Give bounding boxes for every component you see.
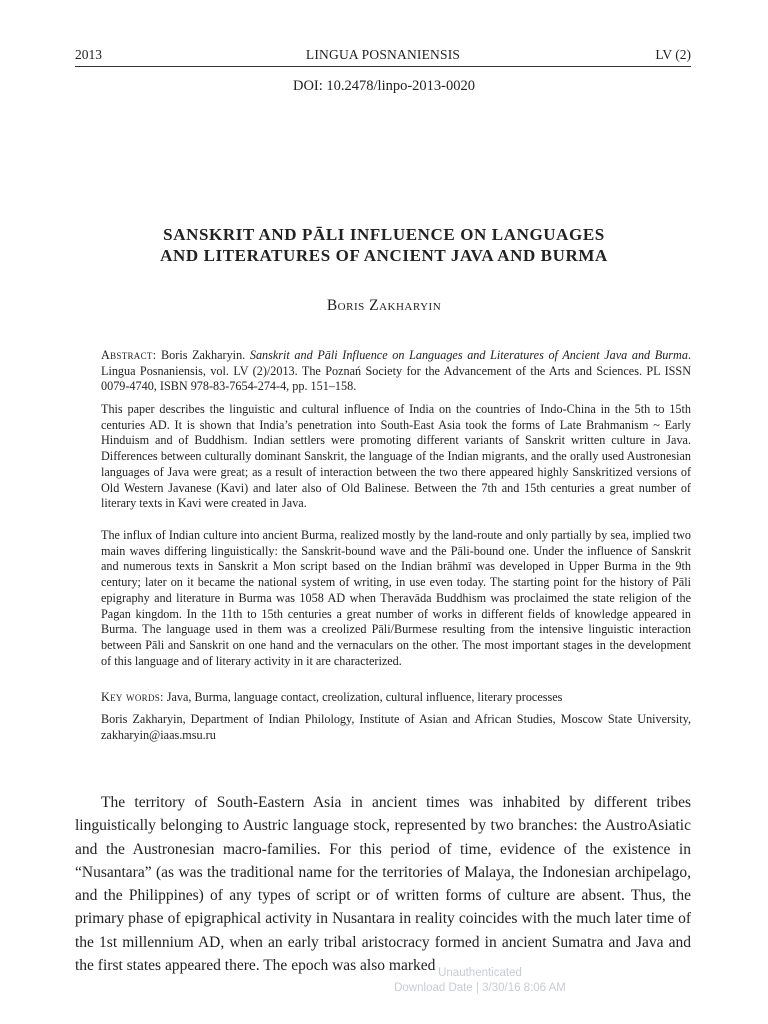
body-paragraph (75, 791, 691, 977)
title-line-1: SANSKRIT AND PĀLI INFLUENCE ON LANGUAGES (163, 225, 605, 244)
article-title (60, 224, 708, 266)
doi-line: DOI: 10.2478/linpo-2013-0020 (292, 78, 476, 94)
running-header (75, 46, 691, 67)
abstract-author-intro: Boris Zakharyin. (156, 348, 250, 362)
abstract-citation-details: . Lingua Posnaniensis, vol. LV (2)/2013. The Poznań Society for the Advancement of the Arts and Sciences. PL ISSN 0079-4740, ISBN 978-83-7654-274-4, pp. 151–158. (101, 348, 691, 394)
abstract-work-title: Sanskrit and Pāli Influence on Languages and Literatures of Ancient Java and Burma (249, 348, 688, 362)
watermark-line-2: Download Date | 3/30/16 8:06 AM (394, 981, 566, 994)
keywords-list: Java, Burma, language contact, creolization, cultural influence, literary processes (163, 690, 563, 704)
abstract-paragraph-2: The influx of Indian culture into ancient Burma, realized mostly by the land-route and only partially by sea, implied two main waves differing linguistically: the Sanskrit-bound wave and the Pāli-bound one. Under the influence of Sanskrit and numerous texts in Sanskrit a Mon script based on the Indian brāhmī was developed in Upper Burma in the 9th century; later on it became the national system of writing, in use even today. The starting point for the history of Pāli epigraphy and literature in Burma was 1058 AD when Theravāda Buddhism was proclaimed the state religion of the Pagan kingdom. In the 11th to 15th centuries a great number of works in different fields of knowledge appeared in Burma. The language used in them was a creolized Pāli/Burmese resulting from the intensive linguistic interaction between Pāli and Sanskrit on one hand and the vernaculars on the other. The most important stages in the development of this language and of literary activity in it are characterized. (101, 528, 691, 668)
abstract-label: Abstract: (101, 348, 157, 362)
author-affiliation: Boris Zakharyin, Department of Indian Philology, Institute of Asian and African Studies, Moscow State University, zakharyin@iaas.msu.ru (101, 712, 691, 742)
download-watermark (0, 966, 768, 995)
journal-name: LINGUA POSNANIENSIS (305, 47, 461, 62)
watermark-line-1: Unauthenticated (438, 967, 522, 979)
header-year: 2013 (75, 47, 102, 62)
keywords-line (101, 690, 691, 706)
keywords-label: Key words: (101, 690, 164, 704)
abstract-paragraph-1: This paper describes the linguistic and cultural influence of India on the countries of Indo-China in the 5th to 15th centuries AD. It is shown that India’s penetration into South-East Asia took the forms of Late Brahmanism ~ Early Hinduism and of Buddhism. Indian settlers were promoting different variants of Sanskrit written culture in Java. Differences between culturally dominant Sanskrit, the language of the Indian migrants, and the orally used Austronesian languages of Java were great; as a result of interaction between the two there appeared highly Sanskritized versions of Old Western Javanese (Kavi) and later also of Old Balinese. Between the 7th and 15th centuries a great number of literary texts in Kavi were created in Java. (101, 402, 691, 511)
title-line-2: AND LITERATURES OF ANCIENT JAVA AND BURMA (160, 246, 608, 265)
author-name: Boris Zakharyin (326, 297, 442, 314)
body-paragraph-text: The territory of South-Eastern Asia in ancient times was inhabited by different tribes linguistically belonging to Austric language stock, represented by two branches: the AustroAsiatic and the Austronesian macro-families. For this period of time, evidence of the existence in “Nusantara” (as was the traditional name for the territories of Malaya, the Indonesian archipelago, and the Philippines) of any types of script or of written forms of culture are absent. Thus, the primary phase of epigraphical activity in Nusantara in reality coincides with the much later time of the 1st millennium AD, when an early tribal aristocracy formed in ancient Sumatra and Java and the first states appeared there. The epoch was also marked (75, 794, 691, 975)
header-volume: LV (2) (655, 47, 691, 62)
abstract-citation (101, 348, 691, 395)
